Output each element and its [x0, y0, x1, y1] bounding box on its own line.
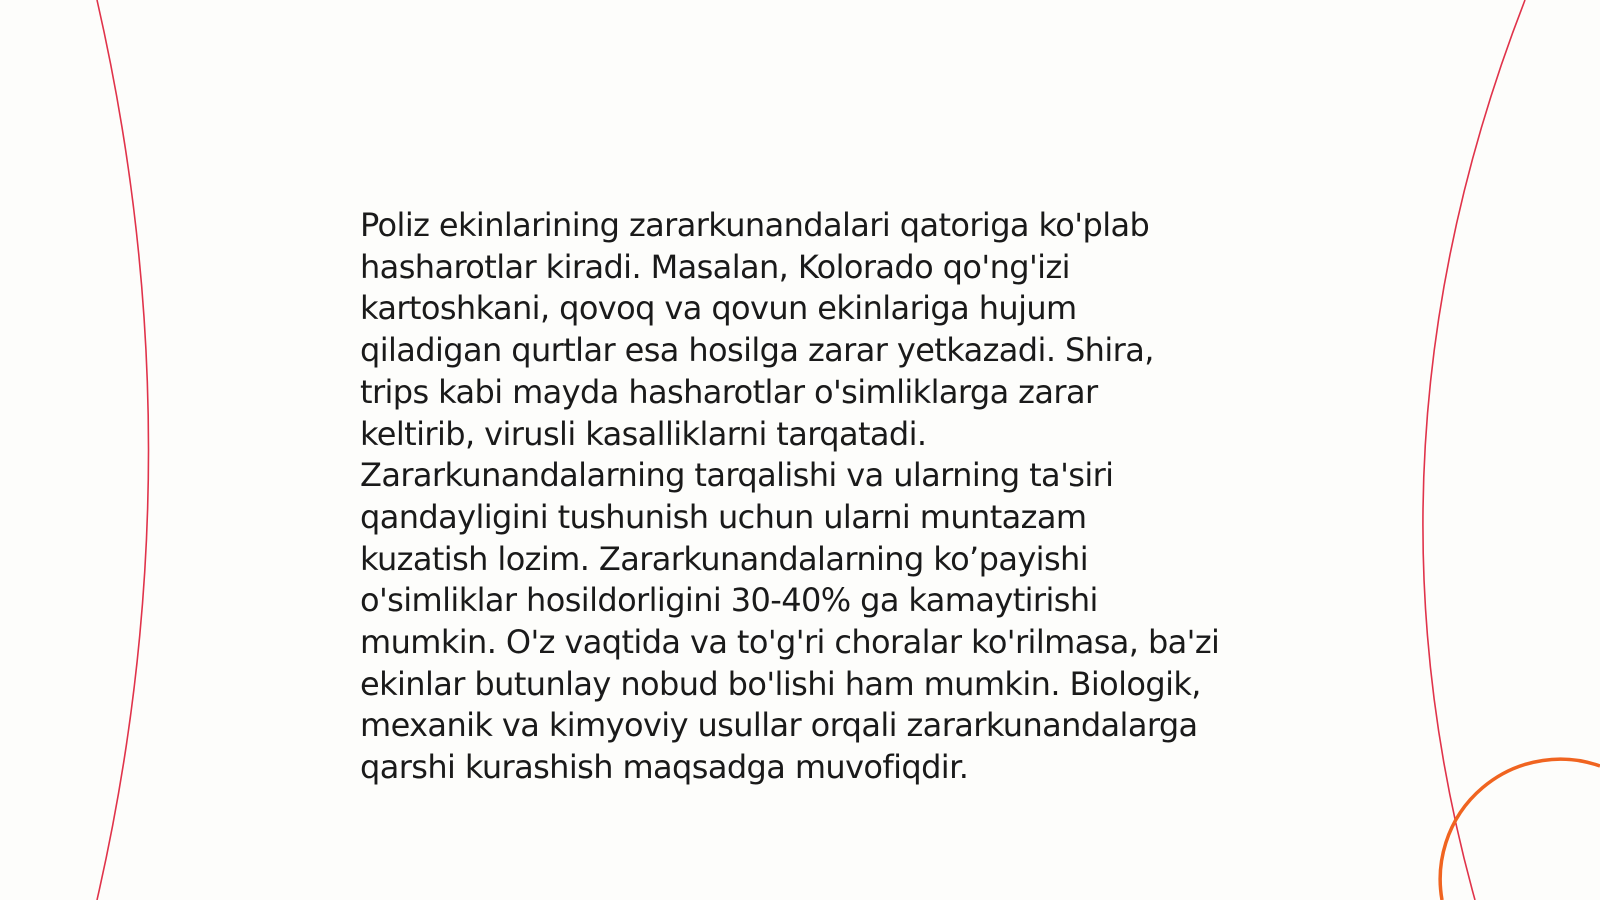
bottom-right-arc	[1440, 759, 1600, 900]
slide-body-paragraph: Poliz ekinlarining zararkunandalari qatoriga ko'plab hasharotlar kiradi. Masalan, Kolorado qo'ng'izi kartoshkani, qovoq va qovun ekinlariga hujum qiladigan qurtlar esa hosilga zarar yetkazadi. Shira, trips kabi mayda hasharotlar o'simliklarga zarar keltirib, virusli kasalliklarni tarqatadi. Zararkunandalarning tarqalishi va ularning ta'siri qandayligini tushunish uchun ularni muntazam kuzatish lozim. Zararkunandalarning ko’payishi o'simliklar hosildorligini 30-40% ga kamaytirishi mumkin. O'z vaqtida va to'g'ri choralar ko'rilmasa, ba'zi ekinlar butunlay nobud bo'lishi ham mumkin. Biologik, mexanik va kimyoviy usullar orqali zararkunandalarga qarshi kurashish maqsadga muvofiqdir.	[360, 206, 1220, 787]
left-curve-line	[97, 0, 149, 900]
right-curve-line	[1423, 0, 1525, 900]
